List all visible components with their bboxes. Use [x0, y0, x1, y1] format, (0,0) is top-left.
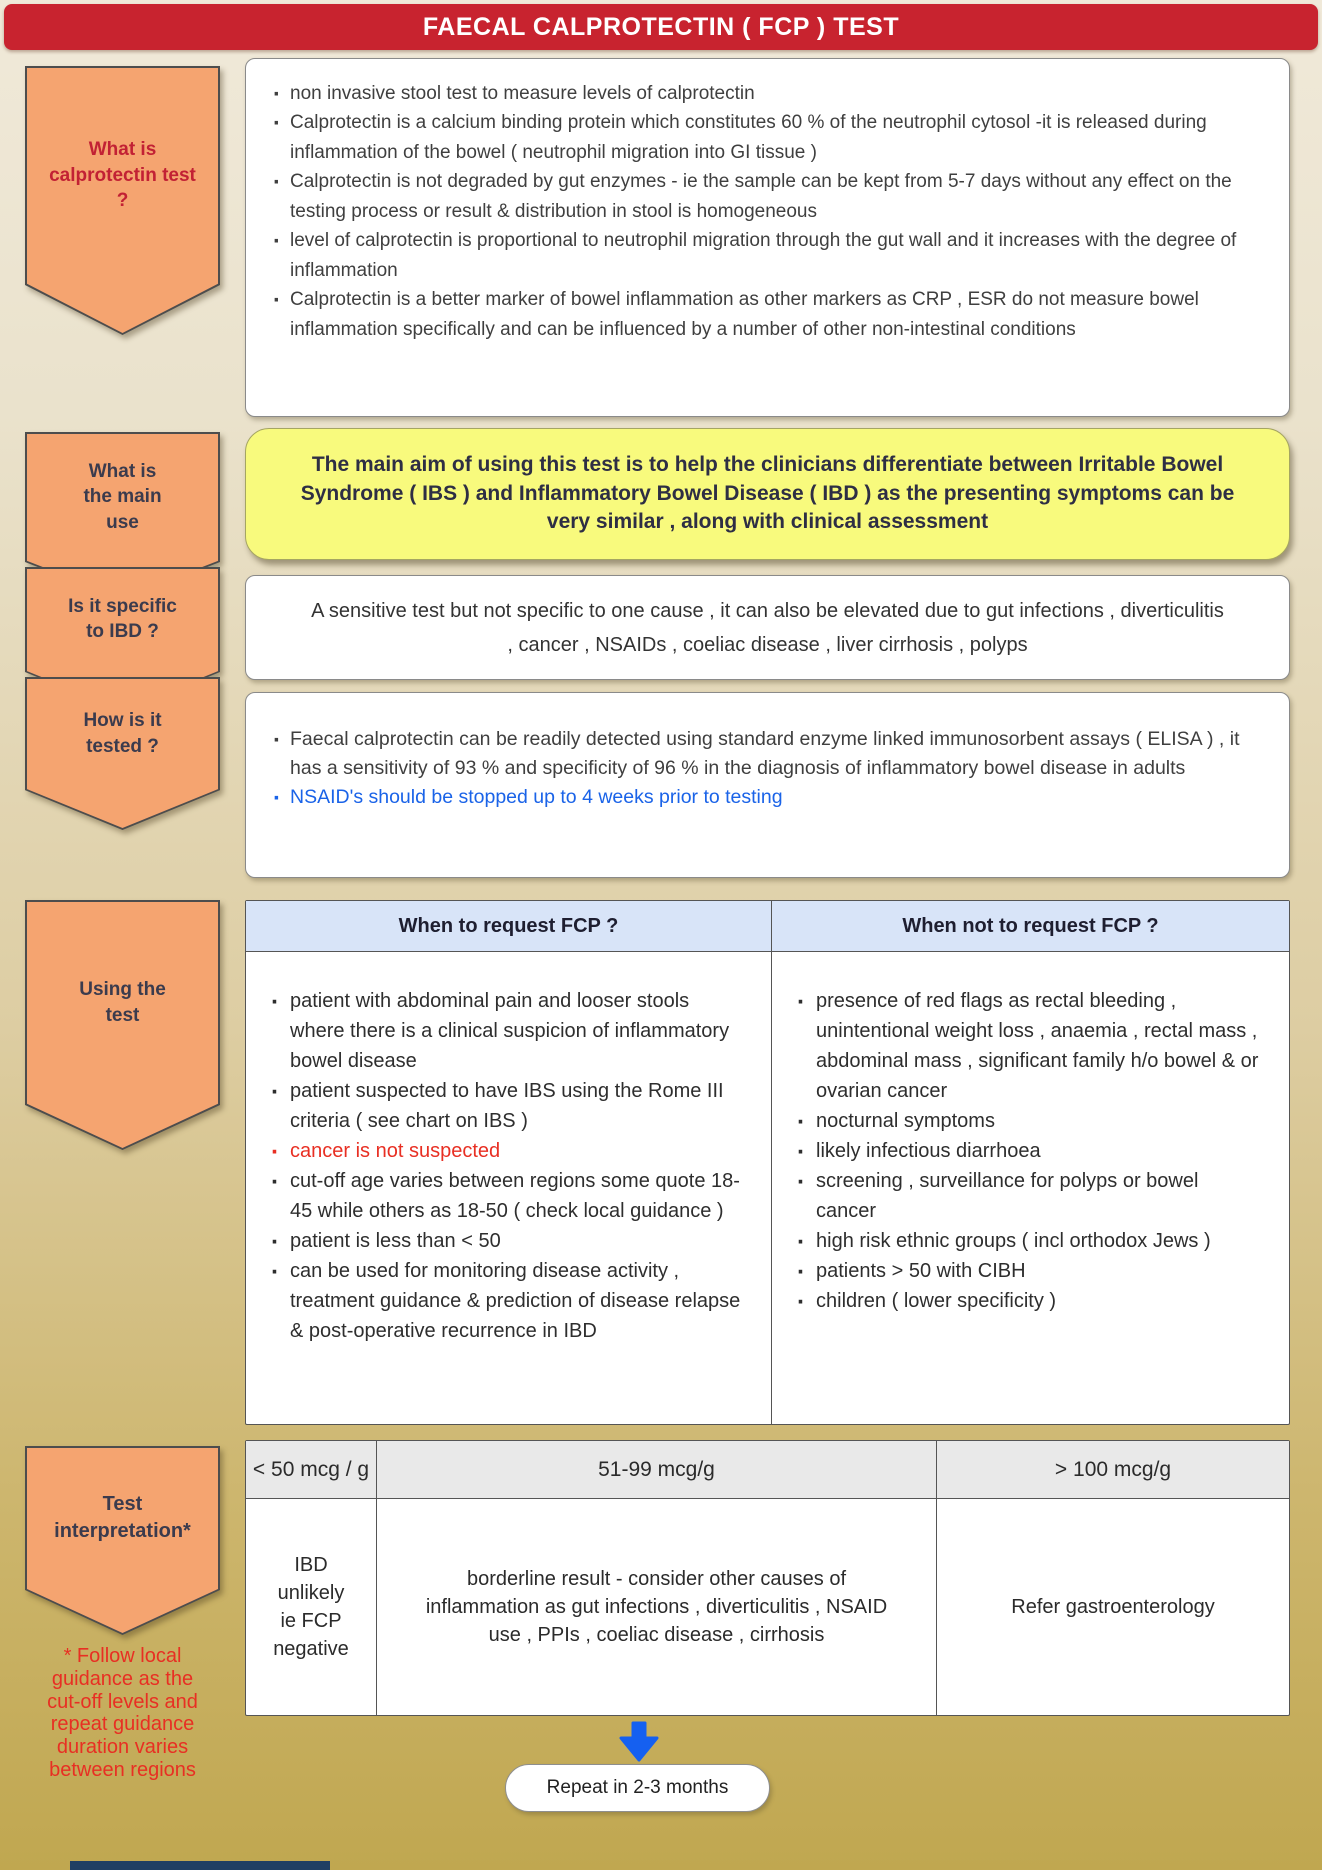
cropped-bottom-bar [70, 1861, 330, 1870]
bullet-item: · Calprotectin is a better marker of bowel inflammation as other markers as CRP , ESR do not measure bowel inflammation specifically and can be influenced by a number of other non-intestinal conditions [272, 285, 1259, 344]
result-high-text: Refer gastroenterology [1011, 1596, 1215, 1618]
page-title: FAECAL CALPROTECTIN ( FCP ) TEST [422, 12, 900, 41]
bullet-item: · patients > 50 with CIBH [796, 1256, 1263, 1286]
bullet-item: · non invasive stool test to measure levels of calprotectin [272, 79, 1259, 108]
sidebar-arrow-using-test [25, 900, 220, 1150]
down-arrow-icon [615, 1721, 663, 1768]
sidebar-arrow-how-tested [25, 677, 220, 830]
bullet-item: · can be used for monitoring disease activity , treatment guidance & prediction of disease relapse & post-operative recurrence in IBD [270, 1256, 745, 1346]
request-table-body [246, 952, 1289, 1424]
how-tested-bullet-list [246, 693, 1289, 812]
bullet-item: · presence of red flags as rectal bleeding , unintentional weight loss , anaemia , rectal mass , abdominal mass , significant family h/o bowel & or ovarian cancer [796, 986, 1263, 1106]
repeat-label: Repeat in 2-3 months [546, 1777, 729, 1798]
what-is-bullet-list [246, 59, 1289, 344]
bullet-item: · patient suspected to have IBS using the Rome III criteria ( see chart on IBS ) [270, 1076, 745, 1136]
result-borderline-text: borderline result - consider other causes of inflammation as gut infections , diverticulitis , NSAID use , PPIs , coeliac disease , cirrhosis [425, 1568, 888, 1646]
panel-how-tested [245, 692, 1290, 878]
request-table [245, 900, 1290, 1425]
sidebar-arrow-interpretation [25, 1446, 220, 1635]
bullet-item: · patient is less than < 50 [270, 1226, 745, 1256]
panel-what-is-calprotectin [245, 58, 1290, 417]
sidebar-label-main-use: What is the main use [83, 460, 162, 533]
bullet-item: · screening , surveillance for polyps or bowel cancer [796, 1166, 1263, 1226]
interpretation-table [245, 1440, 1290, 1716]
bullet-item: · Calprotectin is not degraded by gut enzymes - ie the sample can be kept from 5-7 days without any effect on the testing process or result & distribution in stool is homogeneous [272, 167, 1259, 226]
result-low-cell [246, 1499, 376, 1715]
column-header-when-not: When not to request FCP ? [771, 901, 1289, 951]
column-header-when: When to request FCP ? [398, 914, 619, 937]
sidebar-arrow-what-is-test [25, 66, 220, 335]
when-to-request-cell [246, 952, 771, 1424]
bullet-item-cancer-not-suspected: · cancer is not suspected [270, 1136, 745, 1166]
request-table-header [246, 901, 1289, 952]
sidebar-label-how-tested: How is it tested ? [83, 709, 162, 757]
bullet-item-nsaid-warning: · NSAID's should be stopped up to 4 weeks prior to testing [272, 783, 1259, 812]
bullet-item: · high risk ethnic groups ( incl orthodox Jews ) [796, 1226, 1263, 1256]
sidebar-label-what-is-test: What is calprotectin test ? [49, 139, 196, 212]
header-under-50: < 50 mcg / g [252, 1457, 370, 1481]
sidebar-label-interpretation: Test interpretation* [54, 1493, 191, 1542]
sidebar-label-using-test: Using the test [79, 978, 166, 1026]
bullet-item: · Calprotectin is a calcium binding protein which constitutes 60 % of the neutrophil cytosol -it is released during inflammation of the bowel ( neutrophil migration into GI tissue ) [272, 108, 1259, 167]
title-banner [4, 4, 1318, 50]
sidebar-label-specific: Is it specific to IBD ? [68, 595, 177, 643]
interpretation-table-body [246, 1499, 1289, 1715]
bullet-item: · cut-off age varies between regions some quote 18-45 while others as 18-50 ( check local guidance ) [270, 1166, 745, 1226]
result-high-cell [936, 1499, 1289, 1715]
main-use-text: The main aim of using this test is to help the clinicians differentiate between Irritable Bowel Syndrome ( IBS ) and Inflammatory Bowel Disease ( IBD ) as the presenting symptoms can be very similar , along with clinical assessment [300, 452, 1235, 534]
header-51-99: 51-99 mcg/g [376, 1441, 936, 1498]
header-over-100: > 100 mcg/g [936, 1441, 1289, 1498]
bullet-item: · likely infectious diarrhoea [796, 1136, 1263, 1166]
panel-specificity [245, 575, 1290, 680]
result-borderline-cell [376, 1499, 936, 1715]
footnote-local-guidance: * Follow local guidance as the cut-off levels and repeat guidance duration varies between regions [47, 1645, 198, 1781]
result-low-line1: IBD unlikely [277, 1554, 345, 1604]
result-low-line2: ie FCP negative [273, 1610, 349, 1660]
repeat-badge [505, 1764, 770, 1812]
specificity-text: A sensitive test but not specific to one cause , it can also be elevated due to gut infections , diverticulitis , cancer , NSAIDs , coeliac disease , liver cirrhosis , polyps [311, 599, 1224, 656]
bullet-item: · patient with abdominal pain and looser stools where there is a clinical suspicion of inflammatory bowel disease [270, 986, 745, 1076]
bullet-item: · Faecal calprotectin can be readily detected using standard enzyme linked immunosorbent assays ( ELISA ) , it has a sensitivity of 93 % and specificity of 96 % in the diagnosis of inflammatory bowel disease in adults [272, 725, 1259, 783]
interpretation-table-header [246, 1441, 1289, 1499]
when-not-to-request-cell [771, 952, 1289, 1424]
bullet-item: · nocturnal symptoms [796, 1106, 1263, 1136]
bullet-item: · level of calprotectin is proportional to neutrophil migration through the gut wall and it increases with the degree of inflammation [272, 226, 1259, 285]
panel-main-use [245, 428, 1290, 560]
bullet-item: · children ( lower specificity ) [796, 1286, 1263, 1316]
